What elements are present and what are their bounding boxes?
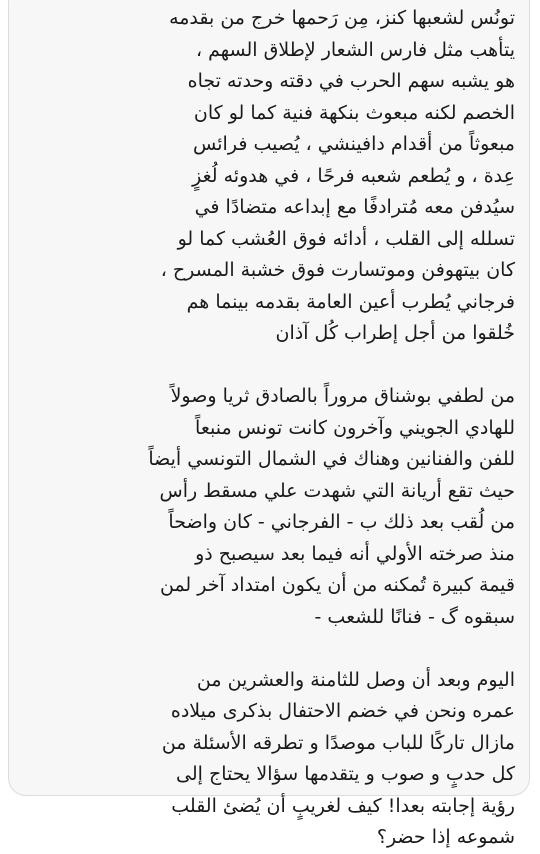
paragraph [23,3,515,350]
text-line: للهادي الجويني وآخرون كانت تونس منبعاً [195,416,515,439]
post-text [23,3,515,854]
text-line: سيُدفن معه مُترادفًا مع إبداعه متضادًا في [194,196,515,218]
text-line: حيث تقع أريانة التي شهدت علي مسقط رأس [159,479,515,502]
text-line: فرجاني يُطرب أعين العامة بقدمه بينما هم [186,290,515,313]
text-line: عِدة ، و يُطعم شعبه فرحًا ، في هدوئه لُغزٍ [192,164,515,187]
text-line: منذ صرخته الأولي أنه فيما بعد سيصبح ذو [195,542,515,565]
text-line: عمره ونحن في خضم الاحتفال بذكرى ميلاده [170,700,515,722]
text-line: كل حدبٍ و صوب و يتقدمها سؤالا يحتاج إلى [176,763,515,785]
text-line: يتأهب مثل فارس الشعار لإطلاق السهم ، [195,38,515,61]
text-line: هو يشبه سهم الحرب في دقته وحدته تجاه [187,70,515,92]
paragraph-gap [23,350,515,382]
text-line: للفن والفنانين وهناك في الشمال التونسي أيضاً [148,448,515,470]
text-line: من لطفي بوشناق مروراً بالصادق ثريا وصولاً [170,385,515,407]
text-line: مبعوثاً من أقدام دافينشي ، يُصيب فرائس [193,133,515,155]
paragraph [23,665,515,854]
text-line: من لُقب بعد ذلك ب - الفرجاني - كان واضحاً [168,511,515,533]
text-line: تونُس لشعبها كنز، مِن رَحمها خرج من بقدمه [169,7,515,29]
text-line: شموعه إذا حضر؟ [376,826,515,848]
text-line: الخصم لكنه مبعوث بنكهة فنية كما لو كان [193,101,515,124]
text-line: رؤية إجابته بعدا! كيف لغريبٍ أن يُضئ القلب [171,794,515,817]
text-line: قيمة كبيرة تُمكنه من أن يكون امتداد آخر لمن [159,574,515,596]
text-line: تسلله إلى القلب ، أدائه فوق العُشب كما لو [177,227,515,250]
text-line: كان بيتهوفن وموتسارت فوق خشبة المسرح ، [160,259,515,281]
post-card [8,0,530,848]
paragraph [23,381,515,633]
text-line: سبقوه گ - فنانًا للشعب - [314,605,515,628]
text-line: اليوم وبعد أن وصل للثامنة والعشرين من [196,668,515,691]
text-line: مازال تاركًا للباب موصدًا و تطرقه الأسئلة من [161,731,515,754]
paragraph-gap [23,633,515,665]
text-line: خُلقوا من أجل إطراب كُل آذان [275,322,515,344]
